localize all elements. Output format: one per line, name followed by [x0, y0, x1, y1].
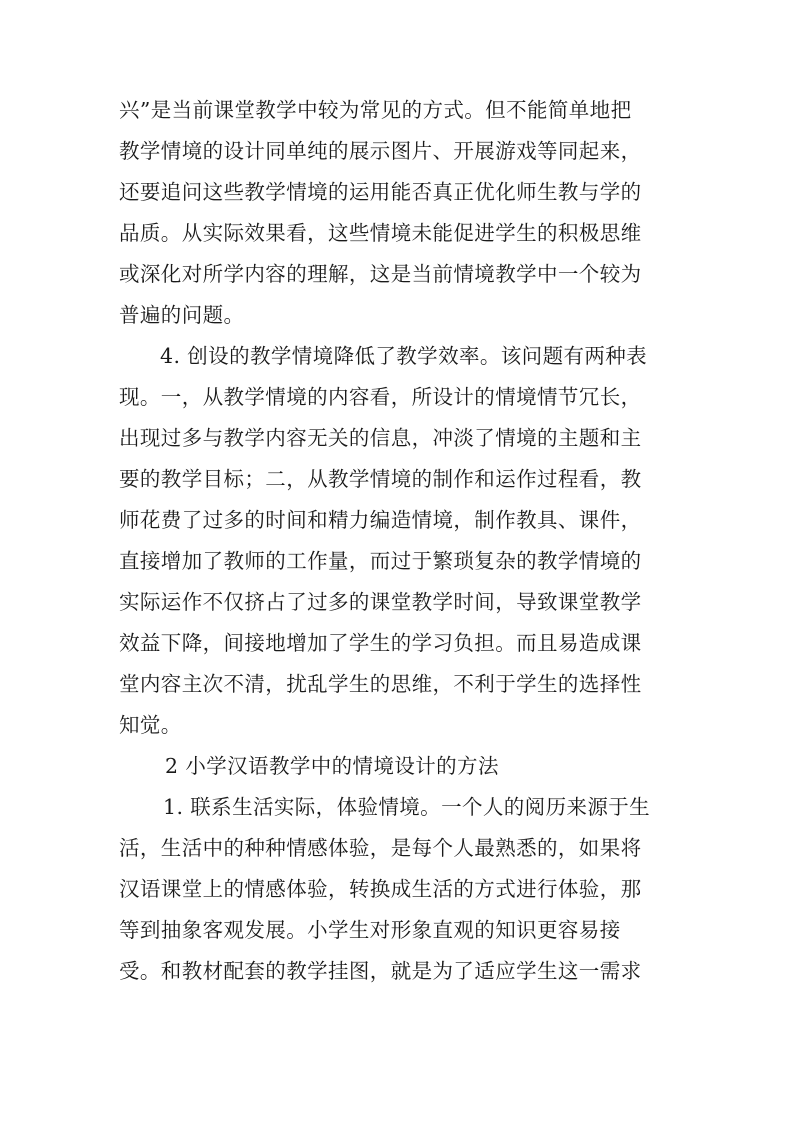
text-line: 或深化对所学内容的理解，这是当前情境教学中一个较为	[119, 262, 642, 286]
text-line: 兴”是当前课堂教学中较为常见的方式。但不能简单地把	[119, 98, 632, 122]
text-line: 知觉。	[119, 713, 182, 737]
text-line: 实际运作不仅挤占了过多的课堂教学时间，导致课堂教学	[119, 590, 642, 614]
text-line: 现。一，从教学情境的内容看，所设计的情境情节冗长，	[119, 385, 642, 409]
text-line: 受。和教材配套的教学挂图，就是为了适应学生这一需求	[119, 959, 642, 983]
text-line: 4. 创设的教学情境降低了教学效率。该问题有两种表	[160, 344, 648, 368]
text-line: 等到抽象客观发展。小学生对形象直观的知识更容易接	[119, 918, 621, 942]
text-line: 普遍的问题。	[119, 303, 245, 327]
text-line: 堂内容主次不清，扰乱学生的思维，不利于学生的选择性	[119, 672, 642, 696]
text-line: 要的教学目标；二，从教学情境的制作和运作过程看，教	[119, 467, 642, 491]
paragraph-3	[119, 787, 679, 992]
text-line: 还要追问这些教学情境的运用能否真正优化师生教与学的	[119, 180, 642, 204]
section-heading	[119, 746, 679, 787]
text-line: 教学情境的设计同单纯的展示图片、开展游戏等同起来，	[119, 139, 642, 163]
text-line: 汉语课堂上的情感体验，转换成生活的方式进行体验，那	[119, 877, 642, 901]
paragraph-1	[119, 90, 679, 336]
document-body	[119, 90, 679, 992]
text-line: 效益下降，间接地增加了学生的学习负担。而且易造成课	[119, 631, 642, 655]
text-line: 直接增加了教师的工作量，而过于繁琐复杂的教学情境的	[119, 549, 642, 573]
text-line: 1. 联系生活实际，体验情境。一个人的阅历来源于生	[163, 795, 651, 819]
text-line: 品质。从实际效果看，这些情境未能促进学生的积极思维	[119, 221, 642, 245]
section-heading-text: 2 小学汉语教学中的情境设计的方法	[165, 754, 499, 778]
text-line: 出现过多与教学内容无关的信息，冲淡了情境的主题和主	[119, 426, 642, 450]
text-line: 活，生活中的种种情感体验，是每个人最熟悉的，如果将	[119, 836, 642, 860]
text-line: 师花费了过多的时间和精力编造情境，制作教具、课件，	[119, 508, 642, 532]
paragraph-2	[119, 336, 679, 746]
